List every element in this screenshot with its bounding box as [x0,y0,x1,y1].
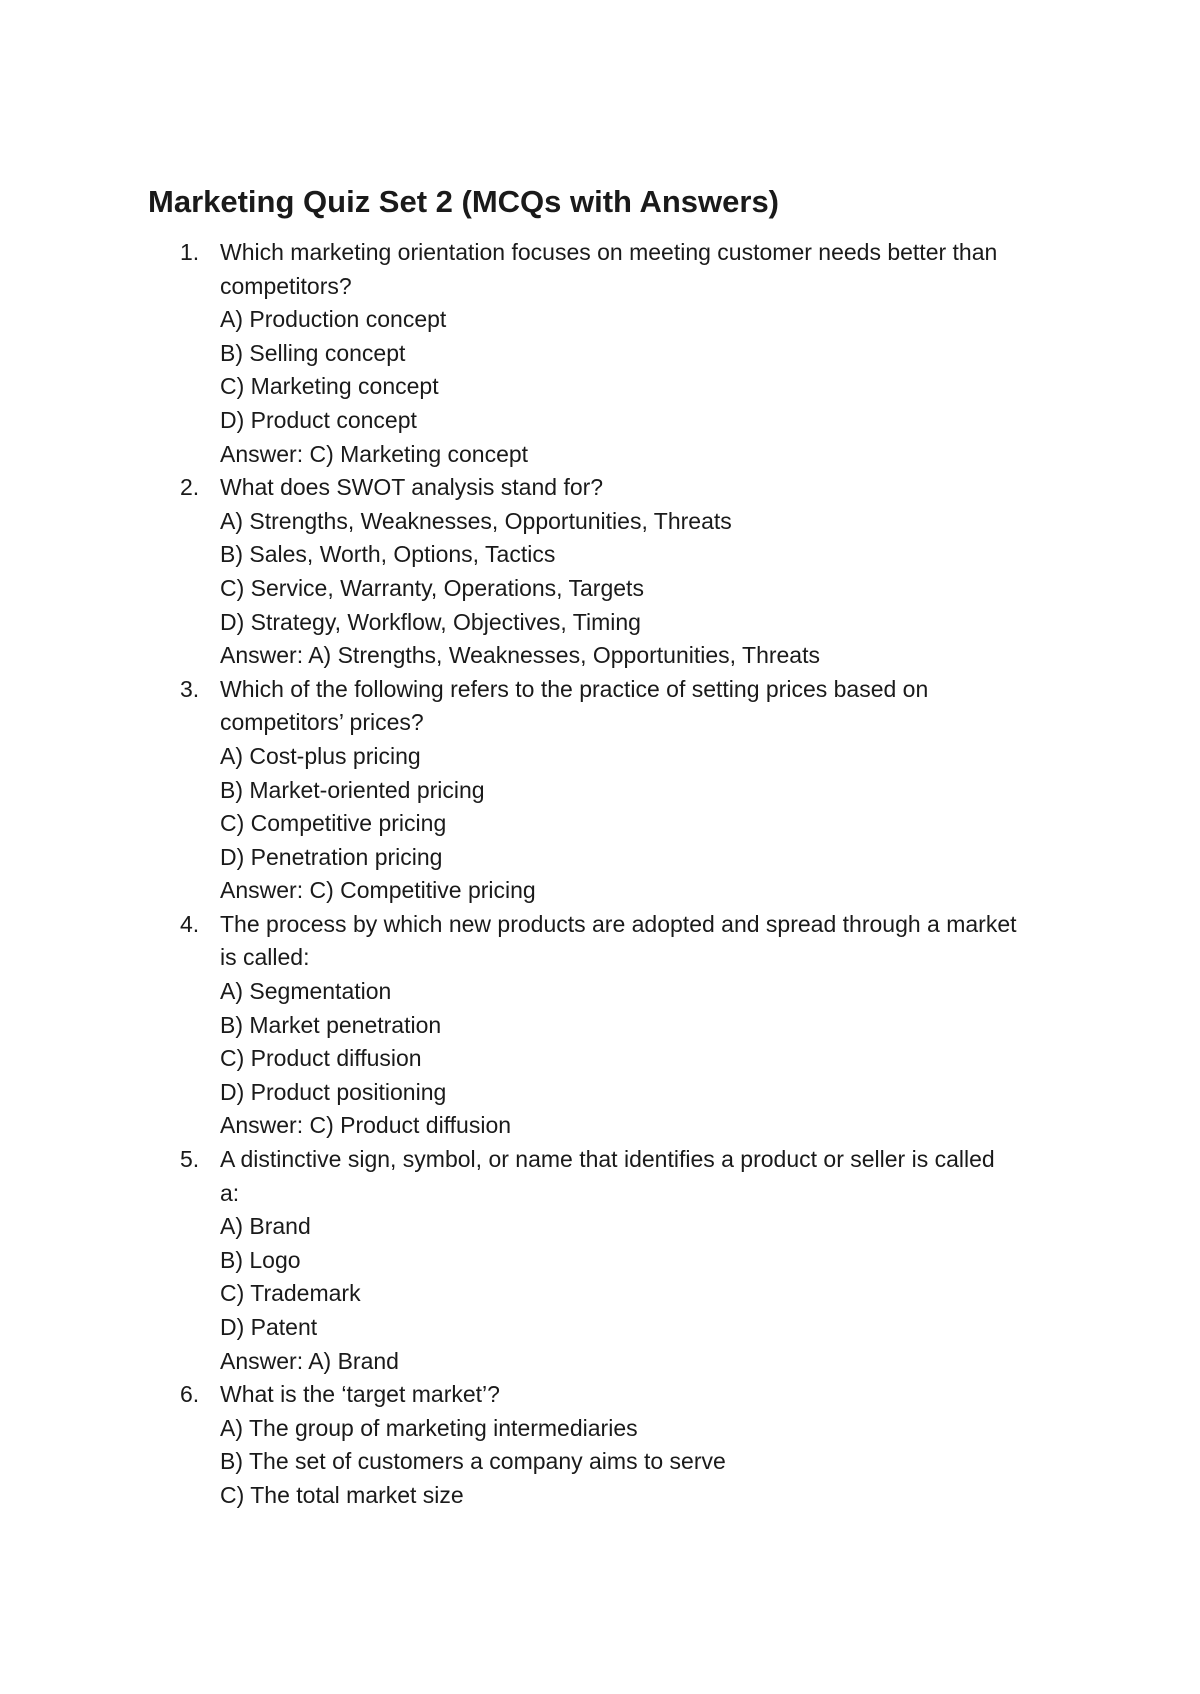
option-b: B) Market-oriented pricing [220,776,485,803]
question-text [220,236,1078,303]
question-text [220,471,1078,505]
option-d: D) Product positioning [220,1078,447,1105]
question-1 [148,236,1078,471]
question-number: 4. [180,910,200,937]
answer-line: Answer: C) Product diffusion [220,1112,512,1139]
option-c: C) Marketing concept [220,373,439,400]
option-a: A) The group of marketing intermediaries [220,1414,638,1441]
option-d: D) Strategy, Workflow, Objectives, Timing [220,608,641,635]
question-line: is called: [220,944,310,971]
option-a: A) Cost-plus pricing [220,742,421,769]
option-b: B) Selling concept [220,339,406,366]
question-number: 5. [180,1146,200,1173]
question-text [220,1378,1078,1412]
answer-line: Answer: C) Marketing concept [220,440,529,467]
question-number: 3. [180,675,200,702]
option-d: D) Penetration pricing [220,843,443,870]
option-c: C) Trademark [220,1280,361,1307]
question-line: What does SWOT analysis stand for? [220,474,604,501]
question-line: Which of the following refers to the practice of setting prices based on [220,675,929,702]
option-b: B) Sales, Worth, Options, Tactics [220,541,556,568]
option-c: C) The total market size [220,1481,464,1508]
option-c: C) Service, Warranty, Operations, Targets [220,574,644,601]
question-line: Which marketing orientation focuses on meeting customer needs better than [220,239,998,265]
option-d: D) Product concept [220,406,417,433]
option-b: B) The set of customers a company aims to serve [220,1448,726,1475]
page-title: Marketing Quiz Set 2 (MCQs with Answers) [148,184,780,219]
option-b: B) Market penetration [220,1011,442,1038]
question-line: competitors? [220,272,352,299]
question-line: What is the ‘target market’? [220,1381,500,1408]
question-6 [148,1378,1078,1512]
question-number: 1. [180,239,200,265]
question-line: A distinctive sign, symbol, or name that identifies a product or seller is called [220,1146,995,1173]
quiz-question-list [148,236,1078,1513]
answer-line: Answer: C) Competitive pricing [220,877,536,904]
answer-line: Answer: A) Strengths, Weaknesses, Opportunities, Threats [220,642,820,669]
option-a: A) Segmentation [220,978,392,1005]
question-2 [148,471,1078,673]
answer-line: Answer: A) Brand [220,1347,399,1374]
question-line: a: [220,1179,240,1206]
option-c: C) Competitive pricing [220,810,447,837]
question-text [220,908,1078,975]
option-a: A) Production concept [220,306,447,333]
question-4 [148,908,1078,1143]
option-a: A) Strengths, Weaknesses, Opportunities, Threats [220,507,732,534]
option-a: A) Brand [220,1213,311,1240]
question-line: competitors’ prices? [220,709,424,736]
option-b: B) Logo [220,1246,301,1273]
question-number: 2. [180,474,200,501]
question-text [220,673,1078,740]
question-line: The process by which new products are adopted and spread through a market [220,910,1017,937]
question-text [220,1143,1078,1210]
question-3 [148,673,1078,908]
option-d: D) Patent [220,1314,318,1340]
option-c: C) Product diffusion [220,1045,422,1072]
question-number: 6. [180,1381,200,1408]
question-5 [148,1143,1078,1378]
